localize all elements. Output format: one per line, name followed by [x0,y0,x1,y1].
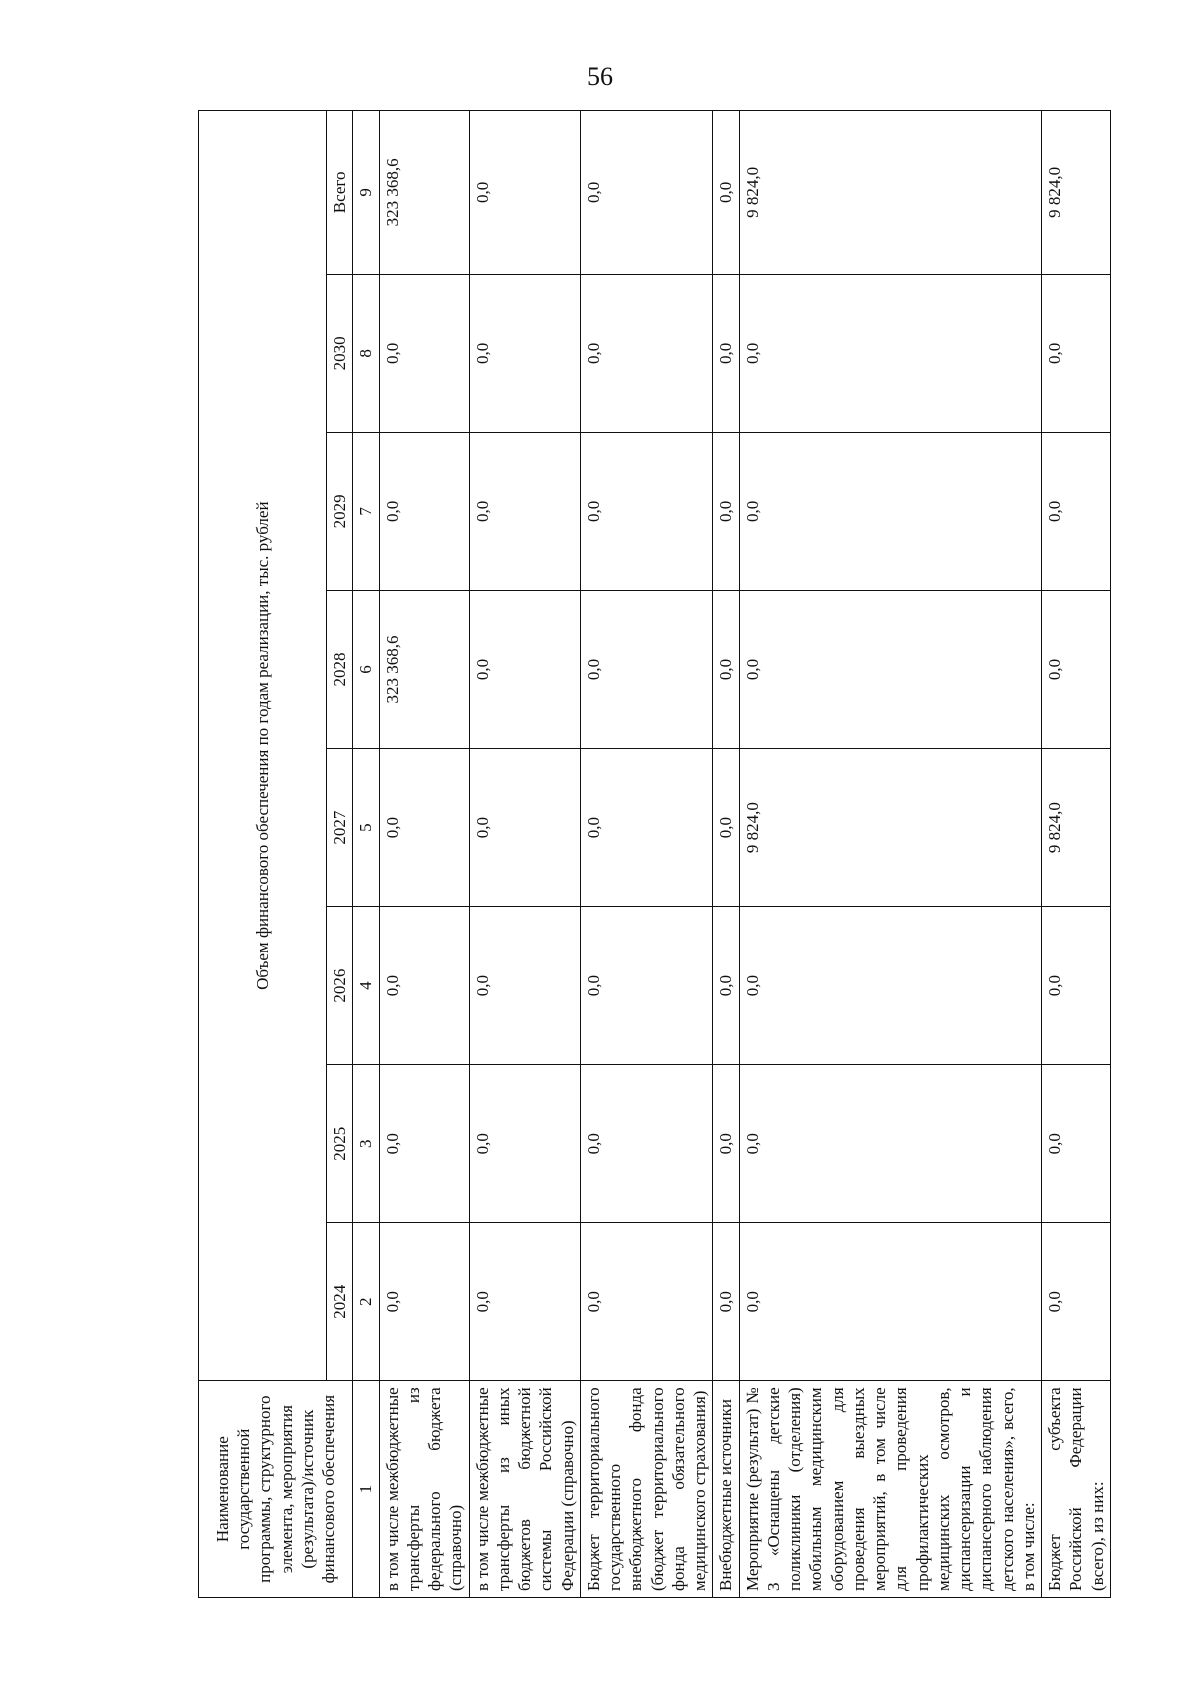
table-row [713,111,739,1598]
column-number: 4 [353,907,379,1065]
year-header: 2028 [327,590,353,748]
row-value: 0,0 [379,749,469,907]
row-value: 0,0 [739,1223,1042,1381]
financing-table [198,110,1111,1598]
row-value: 0,0 [379,1223,469,1381]
row-value: 0,0 [580,907,713,1065]
row-value: 0,0 [1042,432,1111,590]
row-value: 0,0 [713,590,739,748]
row-value: 0,0 [469,1223,580,1381]
column-number: 3 [353,1065,379,1223]
row-value: 0,0 [739,590,1042,748]
rotated-table-container [198,110,1105,1598]
name-header: Наименование государственной программы, структурного элемента, мероприятия (результата)/источник финансового обеспечения [199,1381,353,1598]
row-value: 0,0 [713,749,739,907]
row-value: 9 824,0 [1042,111,1111,275]
row-value: 0,0 [580,749,713,907]
row-name: Бюджет субъекта Российской Федерации (всего), из них: [1042,1381,1111,1598]
row-value: 323 368,6 [379,111,469,275]
row-value: 323 368,6 [379,590,469,748]
row-value: 0,0 [713,1065,739,1223]
year-header: Всего [327,111,353,275]
row-value: 9 824,0 [739,749,1042,907]
year-header-row [327,111,353,1598]
row-value: 0,0 [713,432,739,590]
column-number: 5 [353,749,379,907]
column-number: 9 [353,111,379,275]
year-header: 2029 [327,432,353,590]
row-value: 0,0 [469,907,580,1065]
row-value: 0,0 [739,907,1042,1065]
row-value: 0,0 [713,274,739,432]
row-value: 0,0 [580,1223,713,1381]
year-header: 2024 [327,1223,353,1381]
column-number: 7 [353,432,379,590]
row-value: 0,0 [713,1223,739,1381]
table-row [469,111,580,1598]
year-header: 2030 [327,274,353,432]
row-value: 0,0 [739,432,1042,590]
row-value: 0,0 [469,274,580,432]
row-value: 0,0 [1042,274,1111,432]
row-value: 9 824,0 [1042,749,1111,907]
row-value: 0,0 [469,749,580,907]
year-header: 2026 [327,907,353,1065]
row-value: 9 824,0 [739,111,1042,275]
row-value: 0,0 [739,274,1042,432]
row-name: Мероприятие (результат) № 3 «Оснащены детские поликлиники (отделения) мобильным медицинским оборудованием для проведения выездных мероприятий, в том числе для проведения профилактических медицинских осмотров, диспансеризации и диспансерного наблюдения детского населения», всего, в том числе: [739,1381,1042,1598]
row-value: 0,0 [379,432,469,590]
row-value: 0,0 [1042,590,1111,748]
column-number: 2 [353,1223,379,1381]
row-value: 0,0 [739,1065,1042,1223]
row-value: 0,0 [379,274,469,432]
row-value: 0,0 [1042,907,1111,1065]
row-value: 0,0 [580,111,713,275]
row-value: 0,0 [580,1065,713,1223]
row-value: 0,0 [580,590,713,748]
row-value: 0,0 [713,907,739,1065]
table-row [379,111,469,1598]
row-name: Внебюджетные источники [713,1381,739,1598]
column-number: 6 [353,590,379,748]
row-value: 0,0 [469,1065,580,1223]
row-value: 0,0 [1042,1065,1111,1223]
row-value: 0,0 [469,590,580,748]
row-value: 0,0 [580,274,713,432]
column-number: 8 [353,274,379,432]
row-value: 0,0 [469,111,580,275]
column-number-row [353,111,379,1598]
row-name: в том числе межбюджетные трансферты из федерального бюджета (справочно) [379,1381,469,1598]
year-header: 2027 [327,749,353,907]
table-row [739,111,1042,1598]
row-value: 0,0 [379,907,469,1065]
page-number: 56 [587,62,613,91]
table-body [379,111,1110,1598]
row-value: 0,0 [469,432,580,590]
table-row [580,111,713,1598]
volume-header: Объем финансового обеспечения по годам реализации, тыс. рублей [199,111,327,1381]
column-number: 1 [353,1381,379,1598]
year-header: 2025 [327,1065,353,1223]
row-name: в том числе межбюджетные трансферты из иных бюджетов бюджетной системы Российской Федерации (справочно) [469,1381,580,1598]
table-row [1042,111,1111,1598]
row-value: 0,0 [713,111,739,275]
row-value: 0,0 [1042,1223,1111,1381]
row-name: Бюджет территориального государственного внебюджетного фонда (бюджет территориального фонда обязательного медицинского страхования) [580,1381,713,1598]
row-value: 0,0 [580,432,713,590]
row-value: 0,0 [379,1065,469,1223]
